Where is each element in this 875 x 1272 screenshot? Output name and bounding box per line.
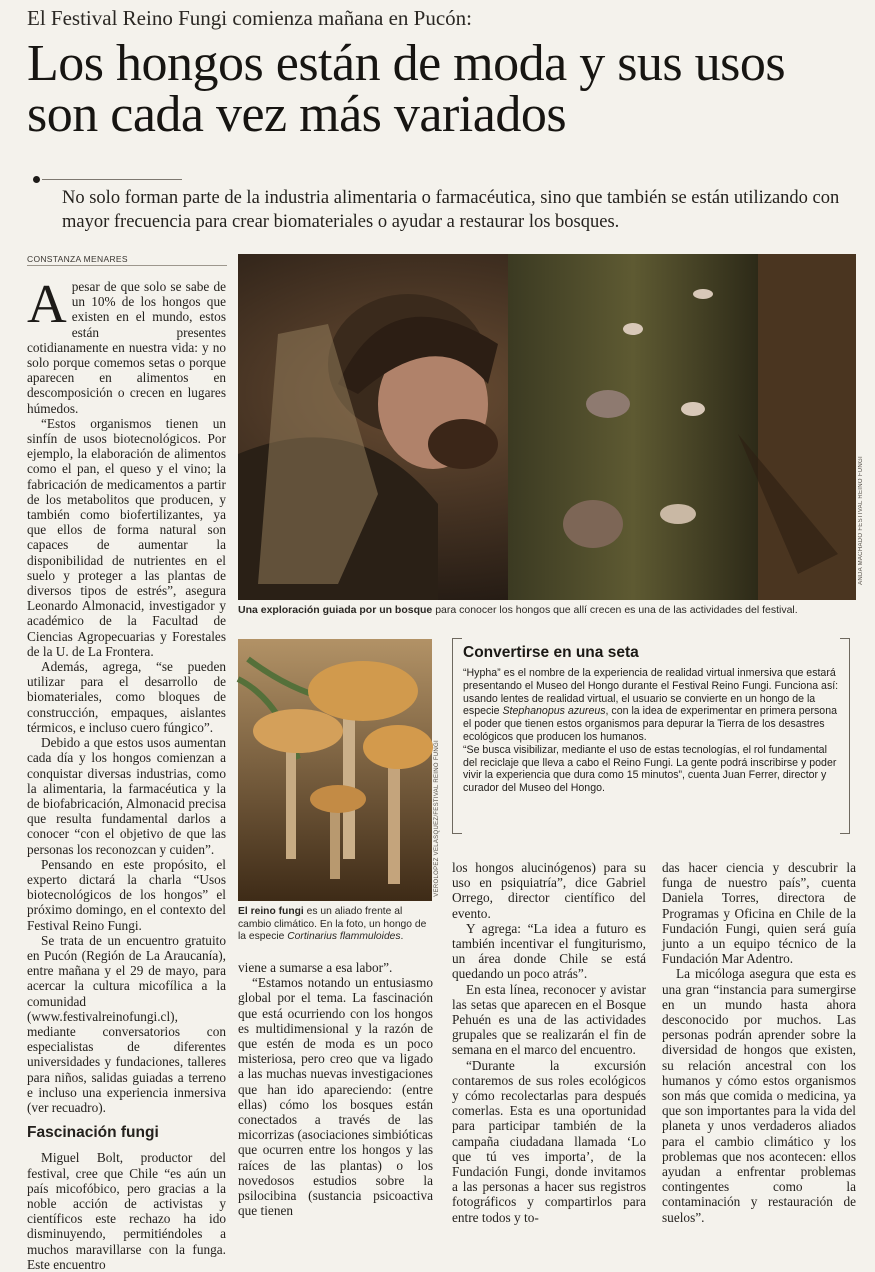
box-paragraph: “Se busca visibilizar, mediante el uso de estas tecnologías, el rol fundamental del reciclaje que lleva a cabo el Reino Fungi. La gente podrá inscribirse y poder vivir la experiencia que dura como 15 minutos”, cuenta Juan Ferrer, director y curador del Museo del Hongo.	[463, 743, 837, 795]
paragraph: Además, agrega, “se pueden utilizar para el desarrollo de biomateriales, como bloques de construcción, empaques, aislantes térmicos, e incluso cuero fúngico”.	[27, 659, 226, 735]
paragraph: Apesar de que solo se sabe de un 10% de los hongos que existen en el mundo, estos están presentes cotidianamente en nuestra vida: y no solo porque comemos setas o porque aparecen en alimentos en descomposición o crecen en lugares húmedos.	[27, 273, 226, 416]
paragraph: los hongos alucinógenos) para su uso en psiquiatría”, dice Gabriel Orrego, director científico del evento.	[452, 860, 646, 921]
column-1	[27, 273, 226, 1272]
paragraph: Debido a que estos usos aumentan cada día y los hongos comienzan a conquistar diversas industrias, como la alimentaria, la farmacéutica y la de biofabricación, Almonacid precisa que resulta fundamental darlos a conocer “con el objetivo de que las personas los reconozcan y cuiden”.	[27, 735, 226, 857]
byline-rule	[27, 265, 227, 266]
paragraph: Pensando en este propósito, el experto dictará la charla “Usos biotecnológicos de los hongos” el próximo domingo, en el contexto del Festival Reino Fungi.	[27, 856, 226, 933]
forest-photo-image	[238, 254, 856, 600]
paragraph: Y agrega: “La idea a futuro es también incentivar el fungiturismo, un área donde Chile se está quedando un poco atrás”.	[452, 920, 646, 982]
paragraph: Se trata de un encuentro gratuito en Pucón (Región de La Araucanía), entre mañana y el 29 de mayo, para acercar la cultura micofílica a la comunidad (www.festivalreinofungi.cl), mediante conversatorios con especialistas de diferentes universidades y fundaciones, talleres para niños, salidas guiadas a terreno e incluso una experiencia inmersiva (ver recuadro).	[27, 932, 226, 1115]
photo-caption-small: El reino fungi es un aliado frente al cambio climático. En la foto, un hongo de la especie Cortinarius flammuloides.	[238, 906, 427, 942]
paragraph: “Estos organismos tienen un sinfín de usos biotecnológicos. Por ejemplo, la elaboración de alimentos como el pan, el queso y el vino; la fabricación de medicamentos a partir de los metabolitos que producen, y también como biofertilizantes, ya que ellos de forma natural son capaces de aumentar la disponibilidad de nutrientes en el suelo y proteger a las plantas de diversos tipos de estrés”, asegura Leonardo Almonacid, investigador y académico de la Facultad de Ciencias Agropecuarias y Forestales de la U. de La Frontera.	[27, 415, 226, 659]
column-4	[662, 860, 856, 1225]
paragraph: “Estamos notando un entusiasmo global por el tema. La fascinación que está ocurriendo con los hongos es multidimensional y la razón de que estén de moda es un poco misteriosa, pero creo que va ligado a las muchas nuevas investigaciones que han ido apareciendo: (entre ellas) cómo los bosques están conectados a través de las micorrizas (asociaciones simbióticas que ocurren entre los hongos y las raíces de las plantas) o los novedosos estudios sobre la psilocibina (sustancia psicoactiva que tienen	[238, 975, 433, 1219]
photo-credit-small: VEROLÓPEZ VELÁSQUEZ/FESTIVAL REINO FUNGI	[434, 740, 440, 897]
deck-bullet	[33, 176, 40, 183]
paragraph: “Durante la excursión contaremos de sus roles ecológicos y cómo recolectarlas para después comerlas. Esta es una oportunidad para participar también de la campaña ciudadana llamada ‘Lo que tú ves importa’, de la Fundación Fungi, donde invitamos a las personas a hacer sus registros fotográficos y compartirlos para entre todos y to-	[452, 1057, 646, 1225]
byline: CONSTANZA MENARES	[27, 254, 128, 264]
box-paragraph: “Hypha” es el nombre de la experiencia de realidad virtual inmersiva que estará presentando el Museo del Hongo durante el Festival Reino Fungi. Funciona así: usando lentes de realidad virtual, el usuario se convierte en un hongo de la especie Stephanopus azureus, con la idea de experimentar en primera persona el poder que tienen estos organismos para depurar la Tierra de los desastres ecológicos que producen los humanos.	[463, 667, 839, 743]
mushroom-photo-image	[238, 639, 432, 901]
column-3	[452, 860, 646, 1225]
mushroom-photo	[238, 639, 432, 901]
subheading: Fascinación fungi	[27, 1124, 159, 1142]
deck: No solo forman parte de la industria alimentaria o farmacéutica, sino que también se están utilizando con mayor frecuencia para crear biomateriales o ayudar a restaurar los bosques.	[62, 188, 840, 232]
photo-caption: Una exploración guiada por un bosque para conocer los hongos que allí crecen es una de las actividades del festival.	[238, 604, 798, 616]
paragraph: En esta línea, reconocer y avistar las setas que aparecen en el Bosque Pehuén es una de las actividades grupales que se realizarán el fin de semana en el marco del encuentro.	[452, 981, 646, 1058]
drop-cap: A	[27, 273, 67, 334]
kicker: El Festival Reino Fungi comienza mañana en Pucón:	[27, 6, 472, 30]
paragraph: La micóloga asegura que esta es una gran “instancia para sumergirse en un mundo hasta ahora desconocido por muchos. Las personas podrán aprender sobre la diversidad de hongos que existen, su relación ancestral con los humanos y cómo estos organismos son más que comida o medicina, ya que son importantes para la vida del planeta y unos verdaderos aliados para el cambio climático y los problemas que nos acontecen: ellos ayudan a enfrentar problemas contingentes como la contaminación y restauración de suelos”.	[662, 966, 856, 1225]
paragraph: das hacer ciencia y descubrir la funga de nuestro país”, cuenta Daniela Torres, directora de Programas y Oficina en Chile de la Fundación Fungi, quien será guía junto a un equipo técnico de la Fundación Mar Adentro.	[662, 860, 856, 967]
box-title: Convertirse en una seta	[463, 644, 639, 661]
column-2	[238, 960, 433, 1218]
deck-rule	[42, 179, 182, 180]
paragraph: viene a sumarse a esa labor”.	[238, 960, 393, 975]
photo-credit: ANDA MACHADO FESTIVAL REINO FUNGI	[858, 456, 864, 585]
box-body	[463, 667, 841, 795]
paragraph: Miguel Bolt, productor del festival, cree que Chile “es aún un país micofóbico, pero gracias a la noble acción de activistas y científicos este rechazo ha ido disminuyendo, permitiéndoles a muchos maravillarse con la funga. Este encuentro	[27, 1150, 226, 1272]
headline: Los hongos están de moda y sus usos son cada vez más variados	[27, 35, 786, 143]
sidebar-box	[452, 638, 850, 834]
forest-photo	[238, 254, 856, 600]
